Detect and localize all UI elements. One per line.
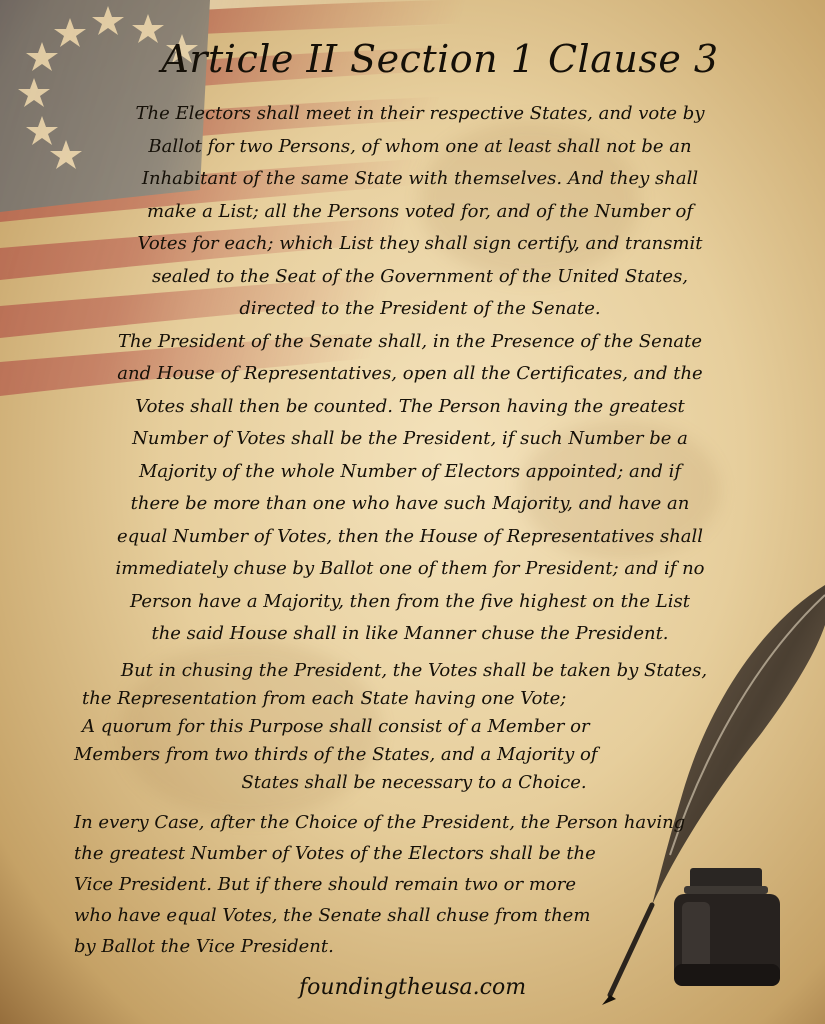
- paragraph-votes-by-states: [74, 657, 754, 797]
- text-line: and House of Representatives, open all the Certificates, and the: [117, 363, 703, 384]
- text-line: the greatest Number of Votes of the Electors shall be the: [74, 842, 596, 864]
- text-line: who have equal Votes, the Senate shall chuse from them: [74, 904, 591, 926]
- text-line: directed to the President of the Senate.: [239, 298, 601, 319]
- text-line: the said House shall in like Manner chuse the President.: [151, 623, 669, 644]
- text-line: In every Case, after the Choice of the President, the Person having: [74, 811, 686, 833]
- text-line: the Representation from each State having one Vote;: [82, 687, 567, 709]
- text-line: Number of Votes shall be the President, if such Number be a: [132, 428, 688, 449]
- text-line: The Electors shall meet in their respective States, and vote by: [135, 103, 705, 124]
- text-line: by Ballot the Vice President.: [74, 935, 334, 957]
- text-line: Vice President. But if there should remain two or more: [74, 873, 576, 895]
- text-line: Votes for each; which List they shall sign certify, and transmit: [137, 233, 703, 254]
- paragraph-vice-president: [74, 807, 774, 962]
- text-line: Votes shall then be counted. The Person having the greatest: [135, 395, 685, 417]
- text-line: A quorum for this Purpose shall consist of a Member or: [82, 715, 590, 737]
- text-line: Majority of the whole Number of Electors appointed; and if: [139, 460, 681, 482]
- paragraph-electors-meet: [80, 98, 760, 326]
- website-credit: foundingtheusa.com: [298, 975, 527, 1000]
- text-line: But in chusing the President, the Votes shall be taken by States,: [120, 659, 708, 681]
- document-body: [60, 30, 780, 962]
- text-line: Ballot for two Persons, of whom one at least shall not be an: [148, 135, 692, 157]
- text-line: there be more than one who have such Majority, and have an: [130, 493, 690, 514]
- text-line: sealed to the Seat of the Government of the United States,: [151, 265, 689, 287]
- text-line: Person have a Majority, then from the five highest on the List: [130, 590, 690, 612]
- text-line: Members from two thirds of the States, and a Majority of: [74, 743, 598, 765]
- text-line: make a List; all the Persons voted for, and of the Number of: [147, 200, 693, 222]
- paragraph-senate-count: [60, 326, 760, 651]
- document-title: Article II Section 1 Clause 3: [161, 37, 719, 81]
- text-line: States shall be necessary to a Choice.: [241, 771, 587, 793]
- text-line: immediately chuse by Ballot one of them for President; and if no: [115, 558, 705, 579]
- text-line: Inhabitant of the same State with themselves. And they shall: [141, 168, 699, 189]
- text-line: The President of the Senate shall, in the Presence of the Senate: [117, 330, 703, 352]
- text-line: equal Number of Votes, then the House of Representatives shall: [116, 525, 704, 547]
